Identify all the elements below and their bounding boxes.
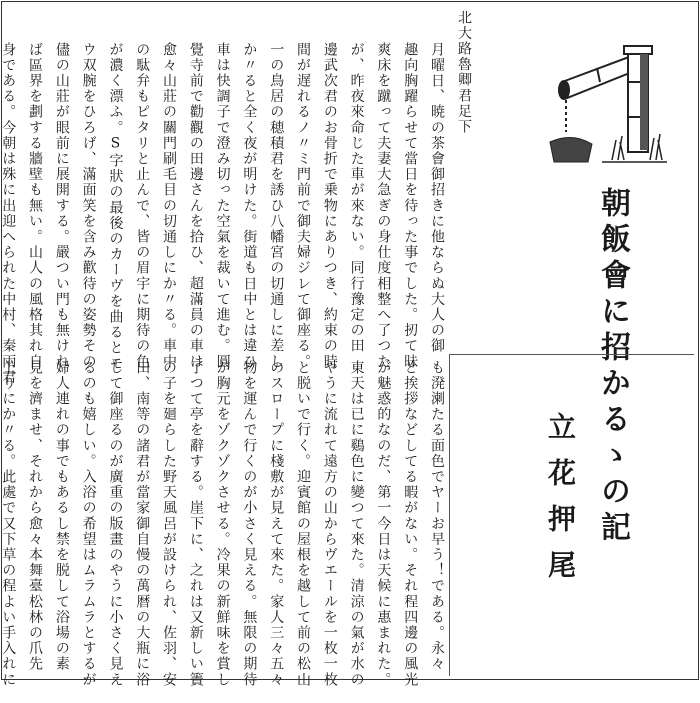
text-column: 邊武次君のお骨折で乗物にありつき、約束の時 <box>321 42 338 370</box>
text-column: 見を濟ませ、それから愈々本舞臺松林の爪先 <box>27 360 44 672</box>
text-column: 愈々山莊の關門刷毛目の切通しにか〃る。車中 <box>161 42 178 370</box>
text-column: の駄弁もピタリと止んで、皆の眉宇に期待の色 <box>134 42 151 370</box>
text-column: 間が遅れるノ〃ミ門前で御夫婦ジレて御座る。 <box>295 42 312 370</box>
text-column: のスロープに棧敷が見えて來た。家人三々五々 <box>268 360 285 688</box>
text-column: 婦人連れの事でもあるし禁を脱して浴場の素 <box>53 360 70 672</box>
body-text-upper <box>0 42 450 386</box>
text-column: 物を運んで行くのが小さく見える。無限の期待 <box>241 360 258 688</box>
text-column: ば區界を劃する牆壁も無い。山人の風格其れ自 <box>27 42 44 370</box>
bamboo-water-spout-icon <box>542 12 672 172</box>
text-column: 儘の山莊が眼前に展開する。嚴つい門も無けれ <box>53 42 70 370</box>
text-column: 爽床を蹴って夫妻大急ぎの身仕度相整へ了つた <box>375 42 392 370</box>
text-column: るのも嬉しい。入浴の希望はムラムラとするが <box>80 360 97 688</box>
text-column: して御座るのが廣重の版畫のやうに小さく見え <box>107 360 124 688</box>
text-column: が、昨夜來命じた車が來ない。同行豫定の田 <box>348 42 365 354</box>
text-column: も溌溂たる面色でヤーお早う！である。永々 <box>429 360 445 672</box>
article-title: 朝飯會に招かるゝの記 <box>595 187 630 547</box>
text-column: が魅惑的なのだ、第一今日は天候に惠まれた。 <box>375 360 392 688</box>
text-column: か〃ると全く夜が明けた。街道も日中とは違ひ <box>241 42 258 370</box>
text-column: が濃く漂ふ。S字狀の最後のカーヴを曲るとモ <box>107 42 124 372</box>
text-column: 車は快調子で澄み切った空氣を裁いて進む。圓 <box>214 42 231 370</box>
text-column: が胸元をゾクゾクさせる。冷果の新鮮味を賞し <box>214 360 231 688</box>
text-column: やうに流れて遠方の山からヴエールを一枚一枚 <box>321 360 338 688</box>
text-column: 田、南等の諸君が當家御自慢の萬暦の大瓶に浴 <box>134 360 151 688</box>
text-column: 覺寺前で勸觀の田邊さんを拾ひ、超滿員の車は <box>187 42 204 370</box>
text-column: 月曜日、暁の茶會御招きに他ならぬ大人の御 <box>429 42 445 354</box>
text-column: と挨拶などしてる暇がない。それ程四邊の風光 <box>402 360 419 688</box>
body-text-lower <box>0 360 450 688</box>
author-name: 立花押尾 <box>544 412 577 596</box>
text-column: と脱いで行く。迎賓館の屋根を越して前の松山 <box>295 360 312 688</box>
text-column: 上りにか〃る。此處で又下草の程よい手入れに <box>0 360 17 688</box>
text-column: 東天は已に鷄色に變つて來た。清涼の氣が水の <box>348 360 365 688</box>
section-divider-horizontal <box>450 354 694 355</box>
text-column: ウ双腕をひろげ、滿面笑を含み歡待の姿勢その <box>80 42 97 370</box>
text-column: の子を廻らした野天風呂が設けられ、佐羽、安 <box>161 360 178 688</box>
text-column: 身である。今朝は殊に出迎へられた中村、秦兩君 <box>0 42 17 386</box>
addressee-line: 北大路魯卿君足下 <box>456 10 472 135</box>
article-page <box>0 1 699 688</box>
text-column: 趣向胸躍らせて當日を待った事でした。扨て昧 <box>402 42 419 370</box>
text-column: 了つて亭を辭する。崖下に、之れは又新しい簀 <box>187 360 204 688</box>
text-column: 一の鳥居の穂積君を誘ひ八幡宮の切通しに差し <box>268 42 285 370</box>
